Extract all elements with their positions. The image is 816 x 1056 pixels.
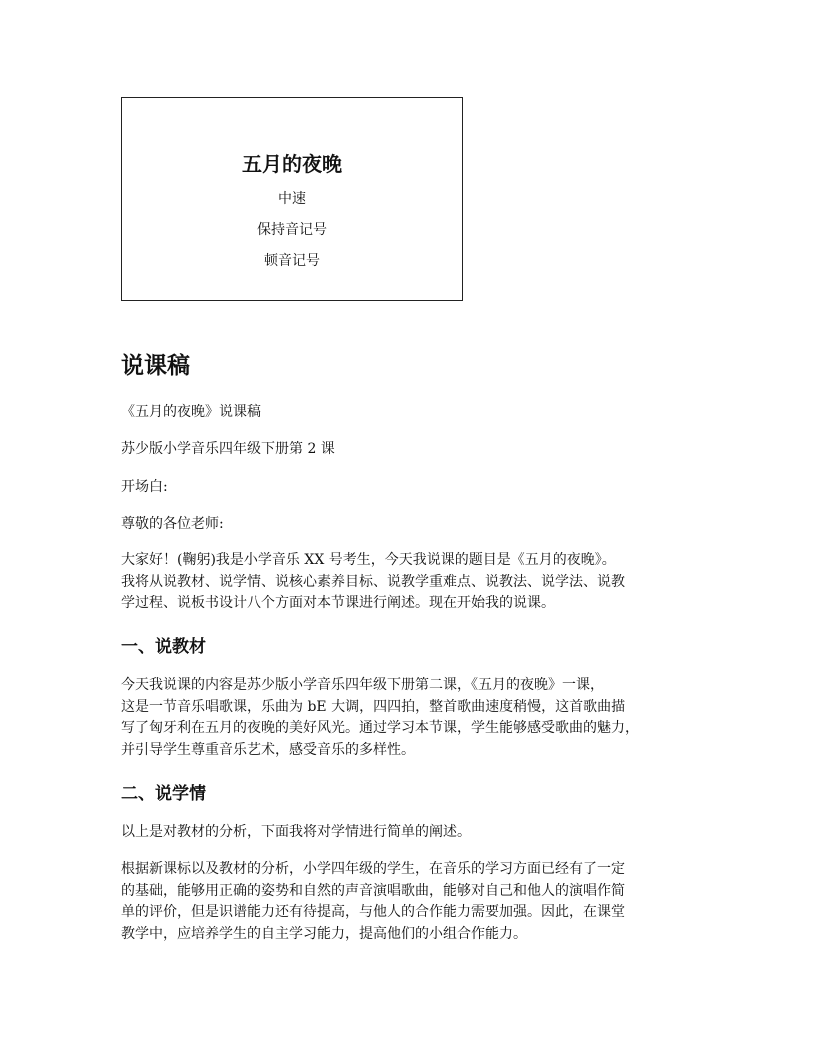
- doc-title: 《五月的夜晚》说课稿: [121, 404, 261, 420]
- paragraph-line: 我将从说教材、说学情、说核心素养目标、说教学重难点、说教法、说学法、说教: [121, 573, 625, 590]
- page-heading: 说课稿: [121, 353, 190, 379]
- paragraph-line: 的基础，能够用正确的姿势和自然的声音演唱歌曲，能够对自己和他人的演唱作简: [121, 882, 625, 899]
- paragraph-line: 教学中，应培养学生的自主学习能力，提高他们的小组合作能力。: [121, 925, 527, 942]
- song-title: 五月的夜晚: [242, 152, 342, 176]
- paragraph-line: 单的评价，但是识谱能力还有待提高，与他人的合作能力需要加强。因此，在课堂: [121, 904, 625, 920]
- tempo-label: 中速: [278, 191, 306, 207]
- section-heading-textbook: 一、说教材: [121, 637, 206, 657]
- opening-label: 开场白:: [121, 479, 168, 495]
- section-heading-students: 二、说学情: [121, 784, 206, 804]
- title-box: [121, 97, 463, 301]
- greeting-line: 尊敬的各位老师:: [121, 516, 224, 532]
- students-paragraph: [121, 859, 721, 945]
- paragraph-line: 写了匈牙利在五月的夜晚的美好风光。通过学习本节课，学生能够感受歌曲的魅力，: [121, 720, 639, 736]
- paragraph-line: 并引导学生尊重音乐艺术，感受音乐的多样性。: [121, 741, 415, 758]
- source-line: 苏少版小学音乐四年级下册第 2 课: [121, 441, 335, 457]
- textbook-paragraph: [121, 675, 721, 761]
- paragraph-line: 这是一节音乐唱歌课，乐曲为 bE 大调，四四拍，整首歌曲速度稍慢，这首歌曲描: [121, 698, 626, 715]
- paragraph-line: 根据新课标以及教材的分析，小学四年级的学生，在音乐的学习方面已经有了一定: [121, 861, 625, 877]
- students-lead: 以上是对教材的分析，下面我将对学情进行简单的阐述。: [121, 824, 471, 840]
- staccato-label: 顿音记号: [264, 253, 320, 269]
- intro-paragraph: [121, 550, 721, 615]
- paragraph-line: 今天我说课的内容是苏少版小学音乐四年级下册第二课，《五月的夜晚》一课，: [121, 677, 604, 693]
- paragraph-line: 大家好！(鞠躬)我是小学音乐 XX 号考生，今天我说课的题目是《五月的夜晚》。: [121, 552, 616, 568]
- paragraph-line: 学过程、说板书设计八个方面对本节课进行阐述。现在开始我的说课。: [121, 595, 555, 611]
- tenuto-label: 保持音记号: [257, 222, 327, 238]
